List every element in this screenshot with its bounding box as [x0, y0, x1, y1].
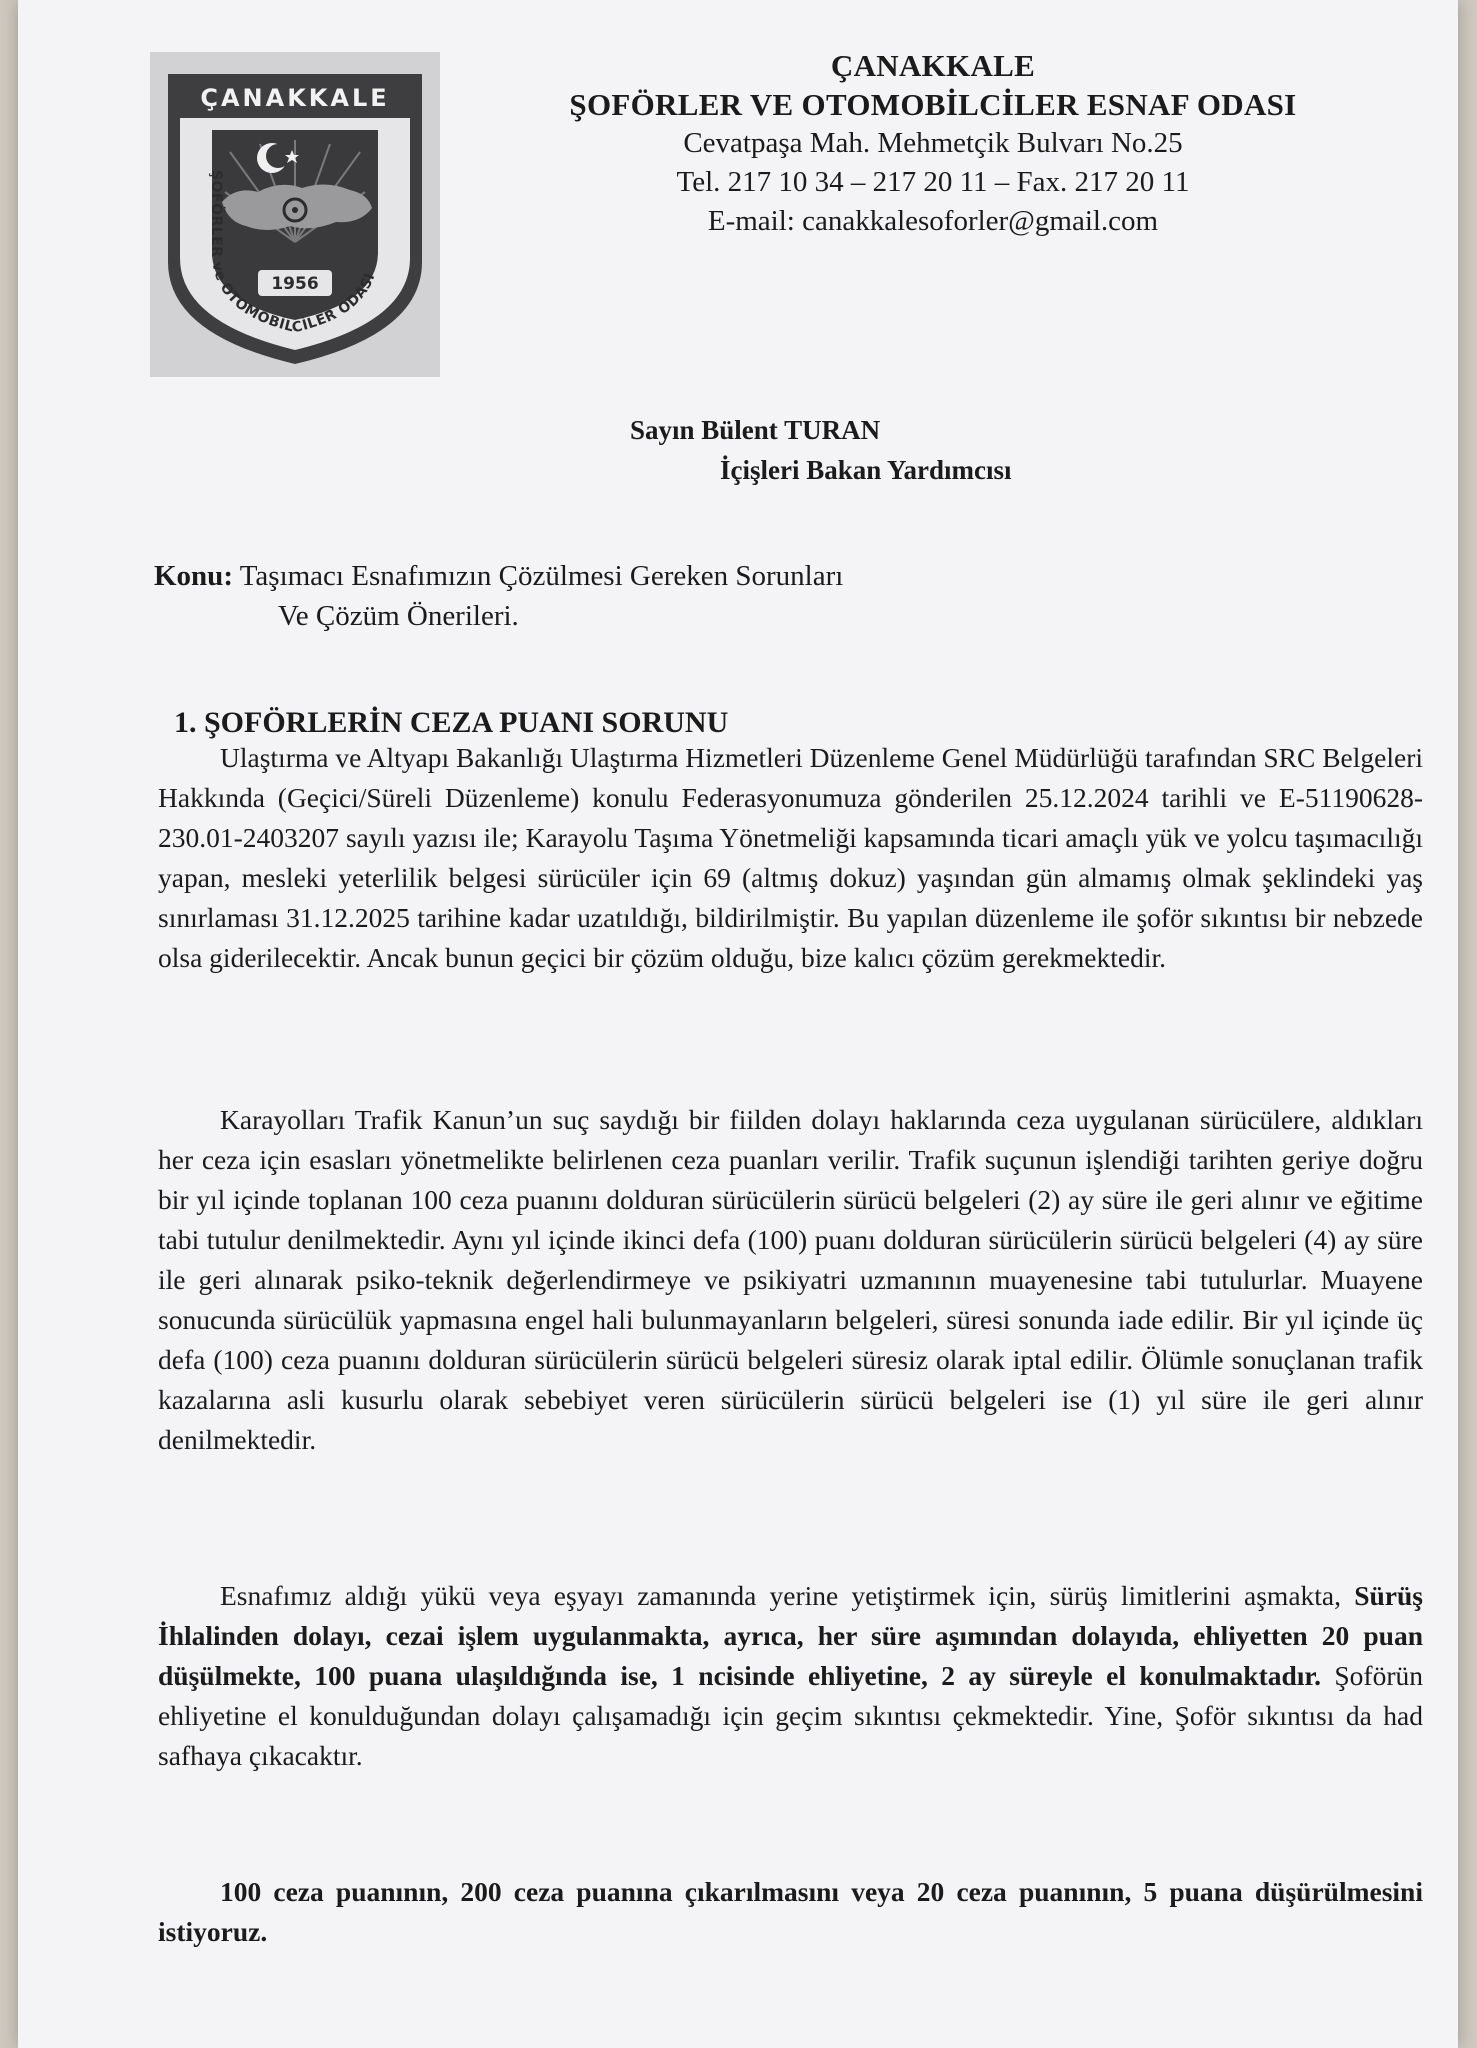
chamber-logo [150, 52, 440, 377]
paragraph-2: Karayolları Trafik Kanun’un suç saydığı bir fiilden dolayı haklarında ceza uygulanan sürücülere, aldıkları her ceza için esasları yönetmelikte belirlenen ceza puanları verilir. Trafik suçunun işlendiği tarihten geriye doğru bir yıl içinde toplanan 100 ceza puanını dolduran sürücülerin sürücü belgeleri (2) ay süre ile geri alınır ve eğitime tabi tutulur denilmektedir. Aynı yıl içinde ikinci defa (100) puanı dolduran sürücülerin sürücü belgeleri (4) ay süre ile geri alınarak psiko-teknik değerlendirmeye ve psikiyatri uzmanının muayenesine tabi tutulurlar. Muayene sonucunda sürücülük yapmasına engel hali bulunmayanların belgeleri, süresi sonunda iade edilir. Bir yıl içinde üç defa (100) ceza puanını dolduran sürücülerin sürücü belgeleri süresiz olarak iptal edilir. Ölümle sonuçlanan trafik kazalarına asli kusurlu olarak sebebiyet veren sürücülerin sürücü belgeleri ise (1) yıl süre ile geri alınır denilmektedir. [158, 1104, 1423, 1455]
document-page [18, 0, 1458, 2048]
paragraph-3-start: Esnafımız aldığı yükü veya eşyayı zamanında yerine yetiştirmek için, sürüş limitlerini aşmakta, [220, 1580, 1342, 1611]
subject-line-2: Ve Çözüm Önerileri. [278, 600, 519, 632]
paragraph-3-end: Şoförün ehliyetine el konulduğundan dolayı çalışamadığı için geçim sıkıntısı çekmektedir. Yine, Şoför sıkıntısı da had safhaya çıkacaktır. [158, 1660, 1424, 1771]
logo-ring-text: ŞOFÖRLER ve OTOMOBİLCİLER ODASI [208, 170, 379, 337]
org-city: ÇANAKKALE [830, 48, 1036, 83]
paragraph-3-bold: Sürüş İhlalinden dolayı, cezai işlem uygulanmakta, ayrıca, her süre aşımından dolayıda, ehliyetten 20 puan düşülmekte, 100 puana ulaşıldığında ise, 1 ncisinde ehliyetine, 2 ay süreyle el konulmaktadır. [158, 1580, 1423, 1691]
paragraph-4-request: 100 ceza puanının, 200 ceza puanına çıkarılmasını veya 20 ceza puanının, 5 puana düşürülmesini istiyoruz. [158, 1876, 1423, 1947]
org-address: Cevatpaşa Mah. Mehmetçik Bulvarı No.25 [683, 127, 1183, 159]
logo-top-text: ÇANAKKALE [200, 84, 390, 112]
chamber-emblem-icon [150, 52, 440, 377]
org-name: ŞOFÖRLER VE OTOMOBİLCİLER ESNAF ODASI [569, 87, 1297, 122]
paragraph-1: Ulaştırma ve Altyapı Bakanlığı Ulaştırma Hizmetleri Düzenleme Genel Müdürlüğü tarafından SRC Belgeleri Hakkında (Geçici/Süreli Düzenleme) konulu Federasyonumuza gönderilen 25.12.2024 tarihli ve E-51190628-230.01-2403207 sayılı yazısı ile; Karayolu Taşıma Yönetmeliği kapsamında ticari amaçlı yük ve yolcu taşımacılığı yapan, mesleki yeterlilik belgesi sürücüler için 69 (altmış dokuz) yaşından gün almamış olmak şeklindeki yaş sınırlaması 31.12.2025 tarihine kadar uzatıldığı, bildirilmiştir. Bu yapılan düzenleme ile şoför sıkıntısı bir nebzede olsa giderilecektir. Ancak bunun geçici bir çözüm olduğu, bize kalıcı çözüm gerekmektedir. [158, 742, 1423, 973]
logo-year: 1956 [271, 274, 319, 294]
recipient-name: Sayın Bülent TURAN [630, 415, 881, 445]
subject-label: Konu: [154, 560, 233, 592]
subject-line-1: Taşımacı Esnafımızın Çözülmesi Gereken Sorunları [239, 560, 844, 592]
letterhead [458, 46, 1408, 241]
subject-block [154, 556, 843, 636]
org-phone: Tel. 217 10 34 – 217 20 11 – Fax. 217 20 11 [676, 166, 1190, 198]
recipient-block [630, 410, 1012, 490]
recipient-title: İçişleri Bakan Yardımcısı [720, 455, 1012, 485]
section-title: 1. ŞOFÖRLERİN CEZA PUANI SORUNU [174, 706, 729, 739]
paragraph-3 [158, 1576, 1423, 1776]
org-email: E-mail: canakkalesoforler@gmail.com [707, 205, 1159, 237]
